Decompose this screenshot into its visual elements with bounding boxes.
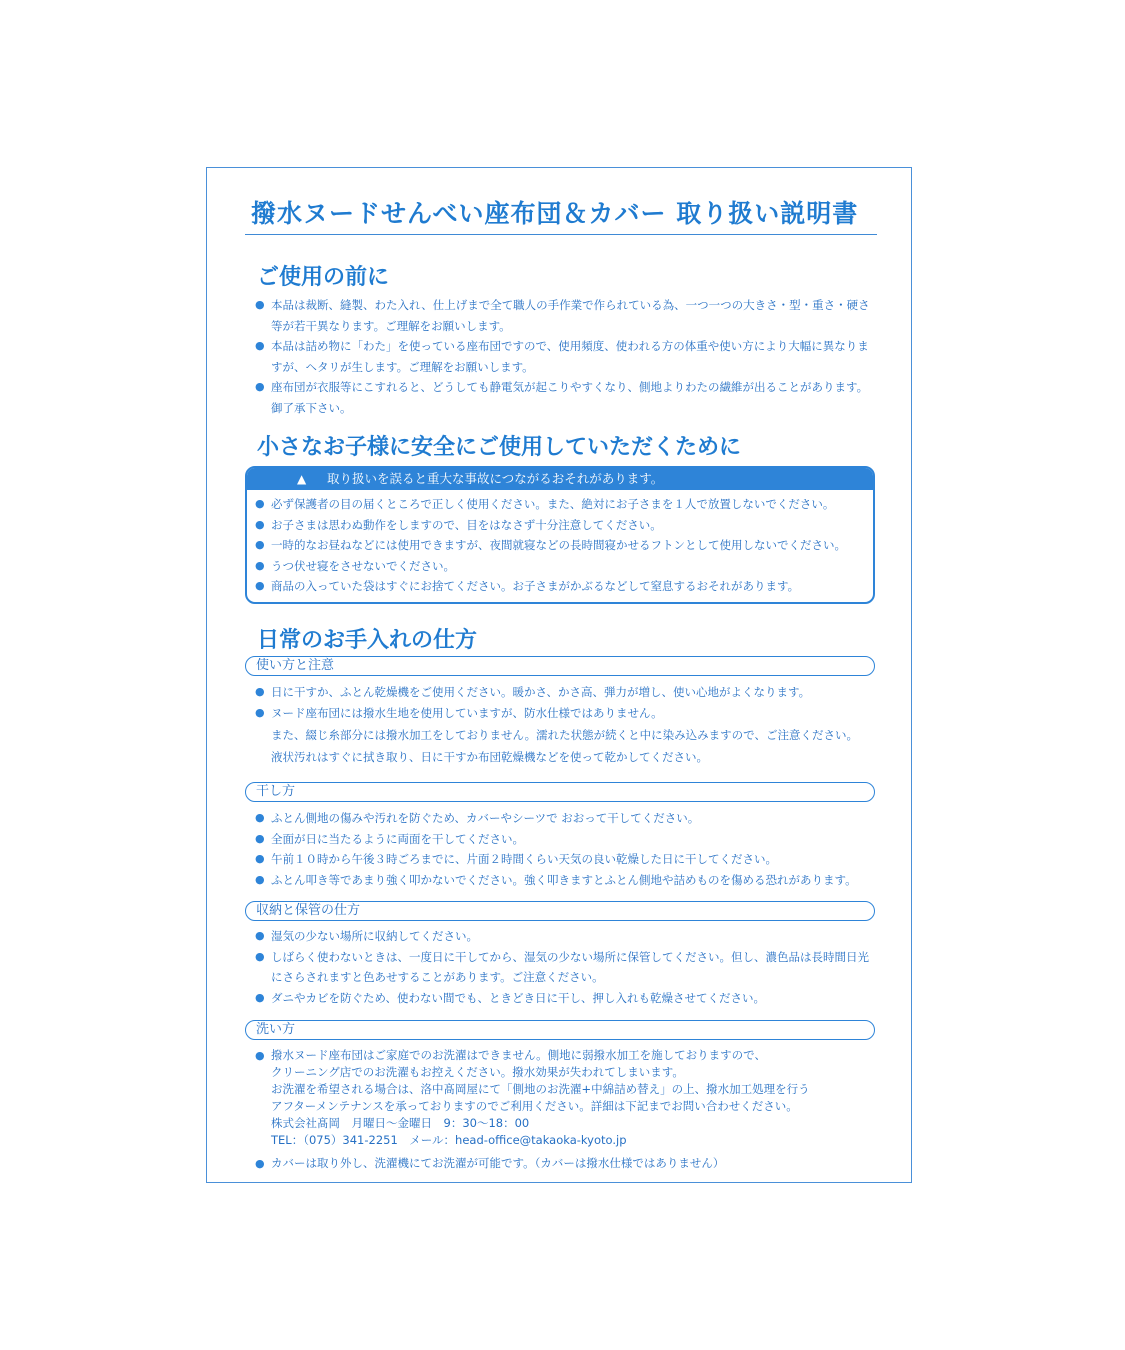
heading-daily-care: 日常のお手入れの仕方: [257, 628, 478, 653]
washing-line: クリーニング店でのお洗濯もお控えください。撥水効果が失われてしまいます。: [271, 1065, 684, 1079]
list-item: ● うつ伏せ寝をさせないでください。: [255, 556, 867, 577]
subheading-label: 洗い方: [256, 1022, 296, 1037]
storage-list: [255, 926, 875, 1008]
title-divider: [245, 234, 877, 235]
washing-list: [255, 1047, 875, 1172]
list-item: ● 本品は裁断、縫製、わた入れ、仕上げまで全て職人の手作業で作られている為、一つ一つの大きさ・型・重さ・硬さ等が若干異なります。ご理解をお願いします。: [255, 295, 875, 336]
washing-line: ● 撥水ヌード座布団はご家庭でのお洗濯はできません。側地に弱撥水加工を施しておりますので、: [271, 1048, 766, 1062]
list-item: ● 商品の入っていた袋はすぐにお捨てください。お子さまがかぶるなどして窒息するおそれがあります。: [255, 576, 867, 597]
list-item: ● ダニやカビを防ぐため、使わない間でも、ときどき日に干し、押し入れも乾燥させてください。: [255, 988, 875, 1009]
subheading-washing: [245, 1020, 875, 1040]
list-item: ● しばらく使わないときは、一度日に干してから、湿気の少ない場所に保管してください。但し、濃色品は長時間日光にさらされますと色あせすることがあります。ご注意ください。: [255, 947, 875, 988]
continuation-line: 液状汚れはすぐに拭き取り、日に干すか布団乾燥機などを使って乾かしてください。: [271, 749, 708, 764]
instruction-sheet: [206, 167, 912, 1183]
heading-child-safety: 小さなお子様に安全にご使用していただくために: [257, 435, 742, 460]
washing-line: アフターメンテナンスを承っておりますのでご利用ください。詳細は下記までお問い合わせください。: [271, 1099, 798, 1113]
usage-list: [255, 682, 875, 723]
list-item: ● 必ず保護者の目の届くところで正しく使用ください。また、絶対にお子さまを１人で放置しないでください。: [255, 494, 867, 515]
warning-box: [245, 466, 875, 604]
list-item: ● ふとん叩き等であまり強く叩かないでください。強く叩きますとふとん側地や詰めものを傷める恐れがあります。: [255, 870, 875, 891]
drying-list: [255, 808, 875, 890]
subheading-label: 収納と保管の仕方: [256, 903, 361, 918]
list-item: [255, 1047, 875, 1149]
company-hours: 株式会社髙岡 月曜日～金曜日 9：30～18：00: [271, 1116, 530, 1130]
list-item: ● お子さまは思わぬ動作をしますので、目をはなさず十分注意してください。: [255, 515, 867, 536]
list-item: ● 座布団が衣服等にこすれると、どうしても静電気が起こりやすくなり、側地よりわたの繊維が出ることがあります。御了承下さい。: [255, 377, 875, 418]
heading-before-use: ご使用の前に: [257, 265, 390, 290]
warning-triangle-icon: ▲: [297, 472, 307, 486]
subheading-label: 使い方と注意: [256, 658, 335, 673]
document-title: 撥水ヌードせんべい座布団＆カバー 取り扱い説明書: [251, 199, 859, 228]
subheading-drying: [245, 782, 875, 802]
list-item: ● ふとん側地の傷みや汚れを防ぐため、カバーやシーツで おおって干してください。: [255, 808, 875, 829]
subheading-label: 干し方: [256, 784, 296, 799]
before-use-list: [255, 295, 875, 418]
child-safety-list: [255, 494, 867, 597]
usage-continuation: [255, 725, 875, 768]
list-item: ● 一時的なお昼ねなどには使用できますが、夜間就寝などの長時間寝かせるフトンとして使用しないでください。: [255, 535, 867, 556]
list-item: ● ヌード座布団には撥水生地を使用していますが、防水仕様ではありません。: [255, 703, 875, 724]
contact-line: TEL：（075）341-2251 メール：head-office@takaoka-kyoto.jp: [271, 1133, 627, 1147]
list-item: ● 日に干すか、ふとん乾燥機をご使用ください。暖かさ、かさ高、弾力が増し、使い心地がよくなります。: [255, 682, 875, 703]
list-item: ● 本品は詰め物に「わた」を使っている座布団ですので、使用頻度、使われる方の体重や使い方により大幅に異なりますが、ヘタリが生します。ご理解をお願いします。: [255, 336, 875, 377]
warning-text: 取り扱いを誤ると重大な事故につながるおそれがあります。: [327, 471, 664, 486]
subheading-storage: [245, 901, 875, 921]
list-item: ● 午前１０時から午後３時ごろまでに、片面２時間くらい天気の良い乾燥した日に干してください。: [255, 849, 875, 870]
warning-banner: [247, 468, 873, 490]
subheading-usage: [245, 656, 875, 676]
list-item: ● カバーは取り外し、洗濯機にてお洗濯が可能です。（カバーは撥水仕様ではありません）: [255, 1155, 875, 1172]
list-item: ● 全面が日に当たるように両面を干してください。: [255, 829, 875, 850]
list-item: ● 湿気の少ない場所に収納してください。: [255, 926, 875, 947]
washing-line: お洗濯を希望される場合は、洛中髙岡屋にて「側地のお洗濯+中綿詰め替え」の上、撥水加工処理を行う: [271, 1082, 810, 1096]
continuation-line: また、綴じ糸部分には撥水加工をしておりません。濡れた状態が続くと中に染み込みますので、ご注意ください。: [271, 728, 858, 742]
